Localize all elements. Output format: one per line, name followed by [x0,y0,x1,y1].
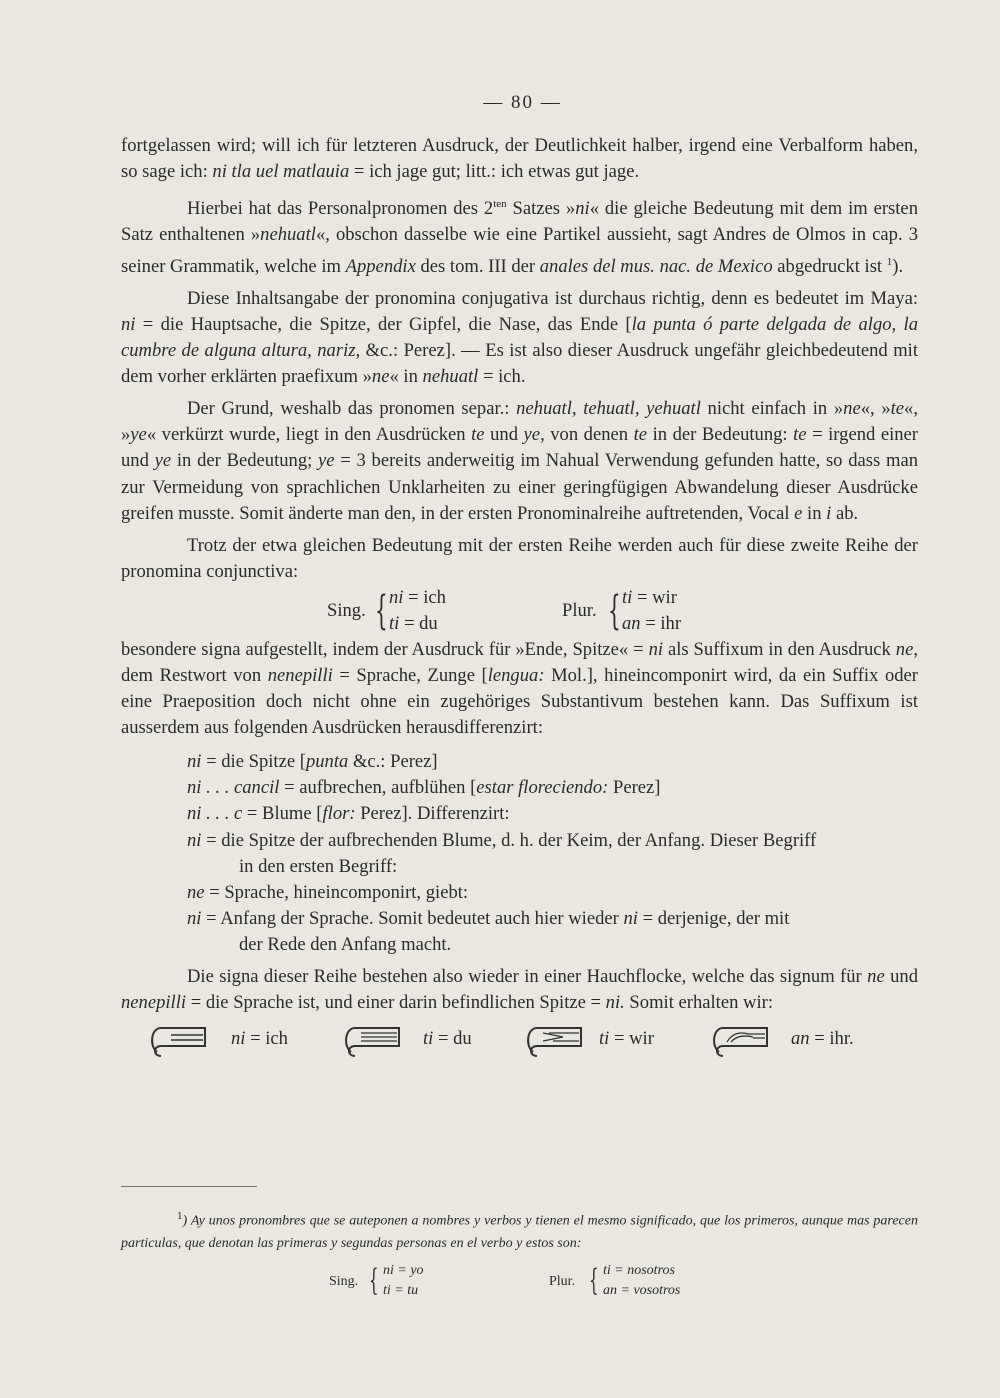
text: «, obschon dasselbe wie eine Partikel aussieht, sagt Andres de Olmos in cap. 3 seiner Grammatik, welche im [121,224,918,277]
text: = Anfang der Sprache. Somit bedeutet auch hier wieder [201,907,624,929]
plur-line-1 [622,585,681,611]
text: in der Bedeutung: [647,424,794,446]
text-italic: ti [622,586,633,608]
text-italic: ni [121,313,136,335]
text: = irgend einer und [121,424,918,472]
text-italic: estar floreciendo: [476,777,609,799]
glyph-sign-label [231,1026,288,1052]
brace: { [369,1262,379,1298]
text: Somit erhalten wir: [624,992,773,1014]
text-italic: ni [187,751,202,773]
text-italic: ni [187,829,202,851]
text: in [802,502,827,524]
glyph-signs-row [121,1026,918,1070]
paragraph-1 [121,133,918,185]
paragraph-5: Trotz der etwa gleichen Bedeutung mit der ersten Reihe werden auch für diese zweite Reihe der pronomina conjunctiva: [121,534,918,582]
brace: { [375,587,388,634]
text: Die signa dieser Reihe bestehen also wieder in einer Hauchflocke, welche das signum für [187,966,868,987]
text-italic: nenepilli [121,992,187,1014]
text-italic: nenepilli [267,664,333,686]
text-italic: ye [130,424,147,446]
text: = die Sprache ist, und einer darin befindlichen Spitze = [186,992,606,1014]
footnote-ref: 1 [886,255,893,268]
footnote-text: $^1$) Ay unos pronombres que se auteponen a nombres y verbos y tienen el mesmo significado, que los primeros, aunque mas parecen particulas, que denotan las primeras y segundas personas en el verbo y estos son: [121,1210,918,1251]
text: = wir [632,586,677,608]
text: , dem Restwort von [121,638,918,686]
text: und [884,966,918,987]
brace: { [608,587,621,634]
text: fortgelassen wird; will ich für letzteren Ausdruck, der Deutlichkeit halber, irgend eine Verbalform haben, so sage ich: [121,135,918,183]
text-italic: ti [389,612,400,634]
text-italic: ne [895,638,914,660]
text: = ihr. [809,1028,854,1050]
text: = die Spitze der aufbrechenden Blume, d. h. der Keim, der Anfang. Dieser Begriff [201,829,817,851]
text-italic: ti [423,1028,434,1050]
text-italic: ni [648,638,664,660]
breath-flake-ni-icon [147,1022,209,1062]
text: besondere signa aufgestellt, indem der Ausdruck für »Ende, Spitze« = [121,638,649,660]
text: Perez] [608,777,661,799]
text: = aufbrechen, aufblühen [ [279,777,477,799]
text-italic: te [793,424,807,446]
text: = wir [609,1028,654,1050]
text-italic: ni [389,586,404,608]
text-italic: ni tla uel matlauia [212,161,350,183]
fn-plur-line-1: ti = nosotros [603,1262,675,1278]
footnote [121,1205,918,1311]
fn-plur-lines [603,1261,680,1301]
text-italic: ye [154,450,172,472]
definition-3 [187,801,918,827]
text: « verkürzt wurde, liegt in den Ausdrücken [146,424,472,446]
breath-flake-ti-plural-icon [523,1022,585,1062]
text: = du [433,1028,472,1050]
glyph-sign-label [423,1026,472,1052]
paragraph-7 [121,964,918,1016]
text-italic: lengua: [487,664,545,686]
text: als Suffixum in den Ausdruck [663,638,896,660]
text-italic: Appendix [345,255,416,277]
footnote-pronoun-table [121,1261,918,1311]
text: ab. [831,502,859,524]
sing-lines [389,585,446,637]
text: nicht einfach in » [700,398,844,420]
text: Hierbei hat das Personalpronomen des 2 [187,198,494,220]
text-italic: ni [187,907,202,929]
text: des tom. III der [415,255,540,277]
text: in der Bedeutung; [171,450,319,472]
text: «, » [121,398,918,446]
breath-flake-ti-icon [341,1022,403,1062]
text-italic: anales del mus. nac. de Mexico [539,255,773,277]
text: &c.: Perez]. — Es ist also dieser Ausdruck ungefähr gleichbedeutend mit dem vorher erklärten praefixum » [121,340,918,388]
text-italic: ye [318,450,335,472]
text: = ich [245,1028,288,1050]
definition-2 [187,775,918,801]
definition-6-cont: der Rede den Anfang macht. [239,933,452,955]
breath-flake-an-icon [709,1022,771,1062]
text: = Sprache, Zunge [ [332,664,488,686]
fn-plur-label: Plur. [549,1273,576,1289]
text-italic: i [826,502,832,524]
text: = Blume [ [242,803,323,825]
definition-4-cont: in den ersten Begriff: [239,855,398,877]
text-italic: te [633,424,648,446]
text-italic: ni. [605,992,625,1014]
text-italic: te [890,398,905,420]
page-number: — 80 — [483,92,562,113]
text-italic: ni . . . cancil [187,777,280,799]
text-italic: e [794,502,803,524]
text: = ihr [640,612,682,634]
sing-line-2 [389,611,446,637]
text-italic: te [471,424,485,446]
text-italic: ne [843,398,861,420]
text-italic: ni . . . c [187,803,243,825]
footnote-mark: 1 [177,1210,183,1222]
glyph-sign-label [599,1026,654,1052]
definition-5 [187,880,918,906]
definition-4 [187,828,918,854]
definition-1 [187,749,918,775]
fn-sing-line-2: ti = tu [383,1282,419,1298]
superscript: ten [493,198,507,211]
text: &c.: Perez] [348,751,438,773]
fn-sing-label: Sing. [329,1273,359,1289]
glyph-sign-label [791,1026,854,1052]
text: = ich. [478,366,526,388]
text: « die gleiche Bedeutung mit dem im ersten Satz enthaltenen » [121,198,918,246]
text-italic: ne [867,966,885,987]
fn-sing-line-1: ni = yo [383,1262,424,1278]
text: « in [389,366,423,388]
text-italic: ye [523,424,541,446]
text-italic: ne [371,366,390,388]
text-italic: ti [599,1028,610,1050]
text-italic: an [791,1028,810,1050]
definition-list [121,749,918,958]
text: = derjenige, der mit [637,907,790,929]
fn-plur-line-2: an = vosotros [603,1282,681,1298]
definition-6 [187,906,918,932]
text: = die Spitze [ [201,751,306,773]
text-italic: ni [623,907,638,929]
text-italic: nehuatl, tehuatl, yehuatl [516,398,701,420]
text: Mol.], hineincomponirt wird, da ein Suffix oder eine Praeposition doch nicht ohne ein zugehöriges Substantivum bestehen kann. Das Suffixum ist ausserdem aus folgenden Ausdrücken herausdifferenzirt: [121,664,918,739]
footnote-rule [121,1186,257,1187]
text: abgedruckt ist [772,255,887,277]
text: = 3 bereits anderweitig im Nahual Verwendung gefunden hatte, so dass man zur Vermeidung von sprachlichen Unklarheiten zu einer geringfügigen Abwandelung dieser Ausdrücke greifen musste. Somit änderte man den, in der ersten Pronominalreihe auftretenden, Vocal [121,450,918,524]
plur-line-2 [622,611,681,637]
text: = du [399,612,438,634]
text: = die Hauptsache, die Spitze, der Gipfel, die Nase, das Ende [ [135,313,632,335]
text-italic: nehuatl [422,366,479,388]
sing-line-1 [389,585,446,611]
text: Diese Inhaltsangabe der pronomina conjugativa ist durchaus richtig, denn es bedeutet im Maya: [187,287,918,309]
text-italic: ne [187,881,205,903]
paragraph-3 [121,286,918,390]
text: Ay unos pronombres que se auteponen a nombres y verbos y tienen el mesmo significado, que los primeros, aunque mas parecen particulas, que denotan las primeras y segundas personas en el verbo y estos son: [121,1213,918,1251]
text-italic: nehuatl [260,224,316,246]
brace: { [589,1262,599,1298]
text-italic: an [622,612,641,634]
text: und [484,424,524,446]
text: = ich jage gut; litt.: ich etwas gut jage. [349,161,640,183]
main-text [121,133,918,1070]
paragraph-2 [121,191,918,280]
text-italic: flor: [322,803,356,825]
text: «, » [860,398,891,420]
paragraph-4 [121,396,918,526]
text-italic: ni [231,1028,246,1050]
plur-label: Plur. [562,599,597,621]
text: , von denen [540,424,634,446]
plur-lines [622,585,681,637]
text: Der Grund, weshalb das pronomen separ.: [187,398,517,420]
text-italic: punta [305,751,349,773]
text: = Sprache, hineincomponirt, giebt: [204,881,469,903]
paragraph-6 [121,637,918,741]
text-italic: ni [575,198,590,220]
text: = ich [403,586,446,608]
text-italic: la punta ó parte delgada de algo, la cumbre de alguna altura, nariz, [121,313,918,362]
sing-label: Sing. [327,599,366,621]
fn-sing-lines [383,1261,424,1301]
pronoun-table [121,585,918,637]
text: Perez]. Differenzirt: [355,803,510,825]
text: ). [892,255,904,277]
text: Satzes » [506,198,576,220]
